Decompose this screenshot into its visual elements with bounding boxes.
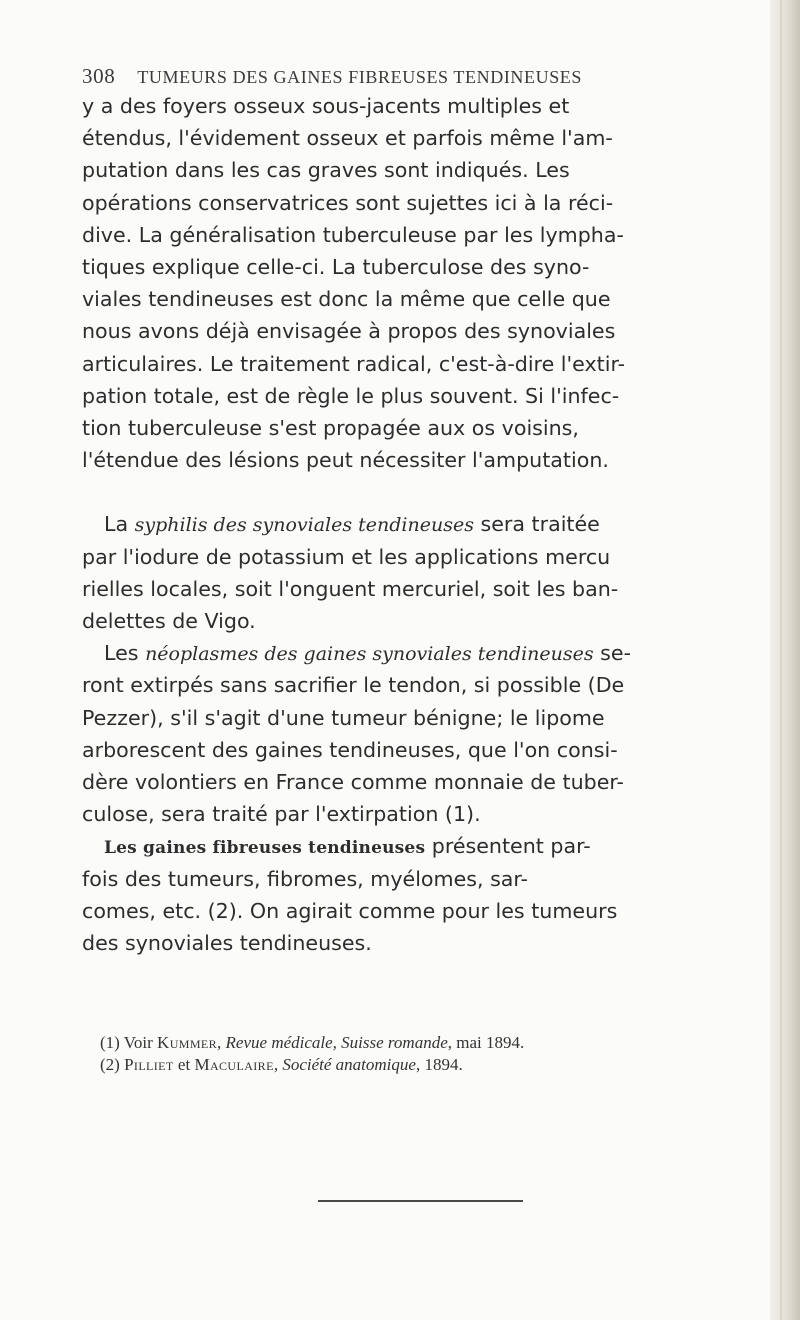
text-line: comes, etc. (2). On agirait comme pour les tumeurs [82, 898, 618, 923]
footnote-text: et [173, 1055, 195, 1074]
footnote-title: Revue médicale, Suisse romande [225, 1033, 448, 1052]
footnote-text: , [217, 1033, 226, 1052]
text-line: opérations conservatrices sont sujettes ici à la réci- [82, 190, 614, 215]
text-line: tiques explique celle-ci. La tuberculose des syno- [82, 254, 590, 279]
text-span: La [104, 512, 135, 537]
text-line: pation totale, est de règle le plus souvent. Si l'infec- [82, 383, 620, 408]
text-line: fois des tumeurs, fibromes, myélomes, sar- [82, 866, 528, 891]
text-line: étendus, l'évidement osseux et parfois même l'am- [82, 126, 613, 151]
text-span: sera traitée [473, 512, 600, 537]
text-line [82, 476, 742, 508]
text-line: dive. La généralisation tuberculeuse par les lympha- [82, 222, 624, 247]
footnote-text: , [273, 1055, 283, 1074]
text-line [82, 830, 742, 862]
text-line: par l'iodure de potassium et les applications mercu [82, 544, 611, 569]
section-lead: Les gaines fibreuses tendineuses [104, 838, 426, 859]
footnote-1 [100, 1032, 740, 1054]
text-line: tion tuberculeuse s'est propagée aux os voisins, [82, 415, 579, 440]
text-span: présentent par- [425, 834, 591, 859]
closing-rule [318, 1200, 523, 1202]
text-line: Pezzer), s'il s'agit d'une tumeur bénigne; le lipome [82, 705, 605, 730]
footnote-mark: (1) [100, 1033, 120, 1052]
text-line: dère volontiers en France comme monnaie de tuber- [82, 769, 624, 794]
text-span: se- [593, 641, 632, 666]
text-line: culose, sera traité par l'extirpation (1). [82, 802, 481, 827]
text-line: y a des foyers osseux sous-jacents multiples et [82, 94, 570, 118]
text-line: putation dans les cas graves sont indiqués. Les [82, 158, 570, 183]
page-edge [770, 0, 800, 1320]
footnote-2 [100, 1054, 740, 1076]
footnote-author: Maculaire [194, 1055, 274, 1074]
text-line: l'étendue des lésions peut nécessiter l'amputation. [82, 448, 609, 473]
footnote-text: , mai 1894. [447, 1033, 525, 1052]
text-line: articulaires. Le traitement radical, c'est-à-dire l'extir- [82, 351, 626, 376]
footnote-text: Voir [123, 1033, 158, 1052]
italic-term: néoplasmes des gaines synoviales tendineuses [145, 643, 594, 666]
running-header [82, 64, 702, 89]
italic-term: syphilis des synoviales tendineuses [134, 514, 474, 537]
footnote-author: Kummer [157, 1033, 218, 1052]
footnote-mark: (2) [100, 1055, 120, 1074]
footnote-text: , 1894. [415, 1055, 463, 1074]
text-line: arborescent des gaines tendineuses, que l'on consi- [82, 737, 618, 762]
footnotes [100, 1032, 740, 1076]
footnote-author: Pilliet [124, 1055, 174, 1074]
text-line: nous avons déjà envisagée à propos des synoviales [82, 319, 616, 344]
text-line [82, 508, 742, 540]
text-line: viales tendineuses est donc la même que celle que [82, 287, 611, 312]
page-number: 308 [82, 64, 116, 88]
footnote-title: Société anatomique [282, 1055, 416, 1074]
text-line [82, 637, 742, 669]
page-edge-line [780, 0, 782, 1320]
running-title: TUMEURS DES GAINES FIBREUSES TENDINEUSES [137, 67, 583, 87]
body-text [82, 90, 742, 959]
text-line: des synoviales tendineuses. [82, 930, 372, 955]
text-line: rielles locales, soit l'onguent mercuriel, soit les ban- [82, 576, 619, 601]
text-line: ront extirpés sans sacrifier le tendon, si possible (De [82, 673, 625, 698]
text-line: delettes de Vigo. [82, 609, 256, 633]
text-span: Les [104, 641, 146, 666]
